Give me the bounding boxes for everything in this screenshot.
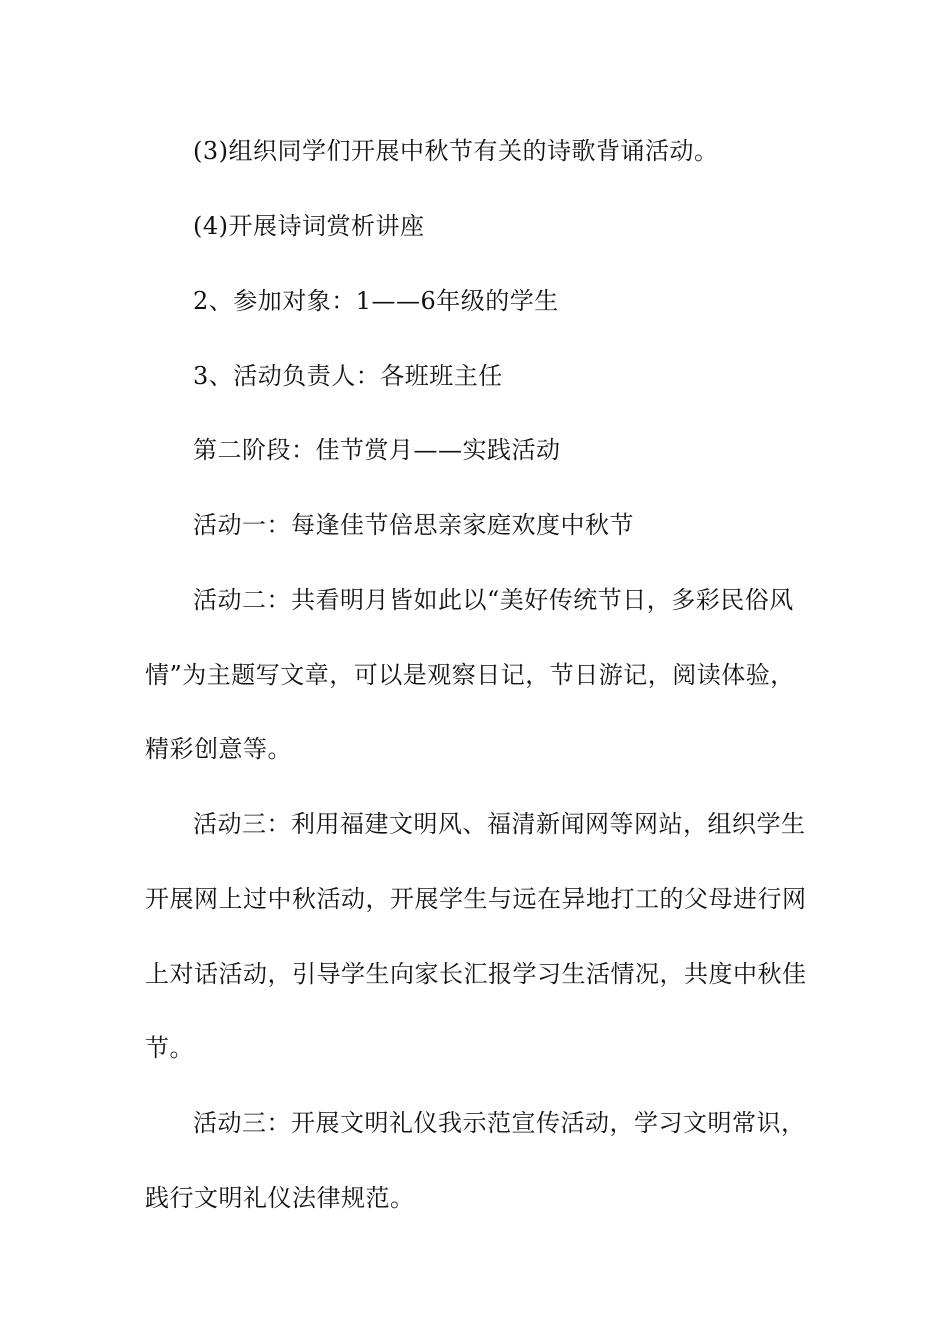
activity-three-b-line-1: 活动三：开展文明礼仪我示范宣传活动，学习文明常识， <box>193 1109 806 1137</box>
list-item-3: (3)组织同学们开展中秋节有关的诗歌背诵活动。 <box>193 137 719 165</box>
activity-three-a-line-4: 节。 <box>145 1034 194 1062</box>
list-item-4: (4)开展诗词赏析讲座 <box>193 212 425 240</box>
stage-two-heading: 第二阶段：佳节赏月——实践活动 <box>193 436 561 464</box>
person-in-charge-line: 3、活动负责人：各班班主任 <box>193 362 503 390</box>
activity-one: 活动一：每逢佳节倍思亲家庭欢度中秋节 <box>193 511 634 539</box>
activity-three-a-line-2: 开展网上过中秋活动，开展学生与远在异地打工的父母进行网 <box>145 885 807 913</box>
activity-three-a-line-1: 活动三：利用福建文明风、福清新闻网等网站，组织学生 <box>193 810 806 838</box>
activity-three-a-line-3: 上对话活动，引导学生向家长汇报学习生活情况，共度中秋佳 <box>145 960 807 988</box>
activity-two-line-1: 活动二：共看明月皆如此以“美好传统节日，多彩民俗风 <box>193 586 794 614</box>
activity-two-line-3: 精彩创意等。 <box>145 735 292 763</box>
activity-two-line-2: 情”为主题写文章，可以是观察日记，节日游记，阅读体验， <box>145 661 795 689</box>
participants-line: 2、参加对象：1——6年级的学生 <box>193 287 559 315</box>
activity-three-b-line-2: 践行文明礼仪法律规范。 <box>145 1184 415 1212</box>
